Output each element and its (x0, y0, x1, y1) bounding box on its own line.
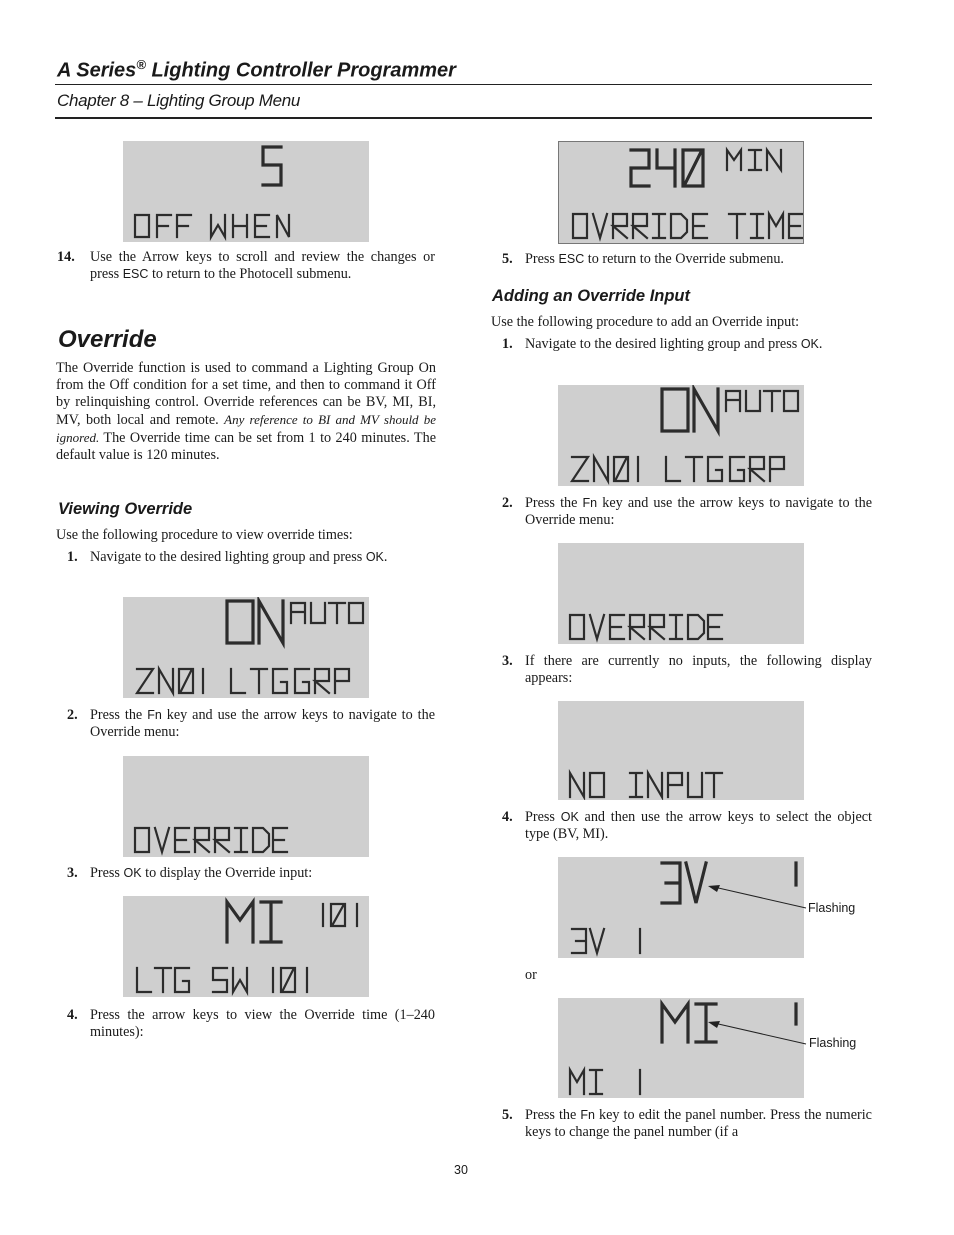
step-number: 3. (67, 865, 78, 881)
document-title: A Series® Lighting Controller Programmer (57, 57, 456, 82)
add-step-3: 3. If there are currently no inputs, the following display appears: (502, 653, 872, 686)
key-ok: OK (365, 550, 384, 564)
add-step-1: 1. Navigate to the desired lighting group and press OK. (502, 336, 823, 352)
key-fn: Fn (582, 496, 598, 510)
lcd-override-2 (558, 543, 804, 644)
step-number: 5. (502, 1107, 513, 1123)
lcd-segments (558, 701, 804, 800)
step-number: 14. (57, 249, 75, 265)
callout-flashing: Flashing (809, 1036, 857, 1050)
chapter-title: Chapter 8 – Lighting Group Menu (57, 91, 301, 110)
step-number: 5. (502, 251, 513, 267)
view-step-1: 1. Navigate to the desired lighting group and press OK. (67, 549, 388, 565)
step-number: 2. (67, 707, 78, 723)
or-label: or (525, 967, 537, 983)
step-number: 4. (502, 809, 513, 825)
subheading-viewing-override: Viewing Override (58, 500, 193, 518)
lcd-no-input (558, 701, 804, 800)
step-14: 14. Use the Arrow keys to scroll and review the changes or press ESC to return to the Photocell submenu. (57, 249, 435, 282)
subheading-adding-override: Adding an Override Input (492, 287, 691, 305)
add-step-2: 2. Press the Fn key and use the arrow keys to navigate to the Override menu: (502, 495, 872, 528)
add-step-4: 4. Press OK and then use the arrow keys to select the object type (BV, MI). (502, 809, 872, 842)
lcd-segments (123, 756, 369, 857)
lcd-off-when (123, 141, 369, 242)
viewing-intro: Use the following procedure to view override times: (56, 527, 353, 543)
key-ok: OK (800, 337, 819, 351)
lcd-on-auto-2 (558, 385, 804, 486)
view-step-4: 4. Press the arrow keys to view the Override time (1–240 minutes): (67, 1007, 435, 1040)
step-number: 3. (502, 653, 513, 669)
page-number: 30 (454, 1163, 468, 1177)
header-rule-bottom (55, 117, 872, 119)
key-ok: OK (123, 866, 142, 880)
lcd-240-min (558, 141, 804, 244)
lcd-segments (559, 142, 804, 243)
override-description: The Override function is used to command a Lighting Group On from the Off condition for a set time, and then to command it Off by relinquishing control. Override references can be BV, MI, BI, MV, both local and remote. Any reference to BI and MV should be ignored. The Override time can be set from 1 to 240 minutes. The default value is 120 minutes. (56, 360, 436, 463)
adding-intro: Use the following procedure to add an Override input: (491, 314, 800, 330)
lcd-override (123, 756, 369, 857)
step-number: 2. (502, 495, 513, 511)
callout-arrow (700, 878, 810, 918)
callout-flashing: Flashing (808, 901, 856, 915)
key-esc: ESC (122, 267, 149, 281)
lcd-segments (123, 141, 369, 242)
key-fn: Fn (580, 1108, 595, 1122)
lcd-on-auto (123, 597, 369, 698)
section-heading-override: Override (58, 326, 157, 353)
step-number: 4. (67, 1007, 78, 1023)
view-step-2: 2. Press the Fn key and use the arrow keys to navigate to the Override menu: (67, 707, 435, 740)
key-fn: Fn (147, 708, 162, 722)
lcd-segments (123, 896, 369, 997)
key-esc: ESC (558, 252, 585, 266)
override-note: Any reference to BI and MV should be ignored. (56, 412, 436, 445)
lcd-mi-101 (123, 896, 369, 997)
lcd-segments (123, 597, 369, 698)
key-ok: OK (560, 810, 579, 824)
add-step-5: 5. Press the Fn key to edit the panel number. Press the numeric keys to change the panel number (if a (502, 1107, 872, 1140)
lcd-segments (558, 385, 804, 486)
view-step-3: 3. Press OK to display the Override input: (67, 865, 313, 881)
callout-arrow (700, 1015, 810, 1055)
step-number: 1. (502, 336, 513, 352)
step-number: 1. (67, 549, 78, 565)
lcd-segments (558, 543, 804, 644)
header-rule (55, 84, 872, 85)
view-step-5: 5. Press ESC to return to the Override submenu. (502, 251, 784, 267)
